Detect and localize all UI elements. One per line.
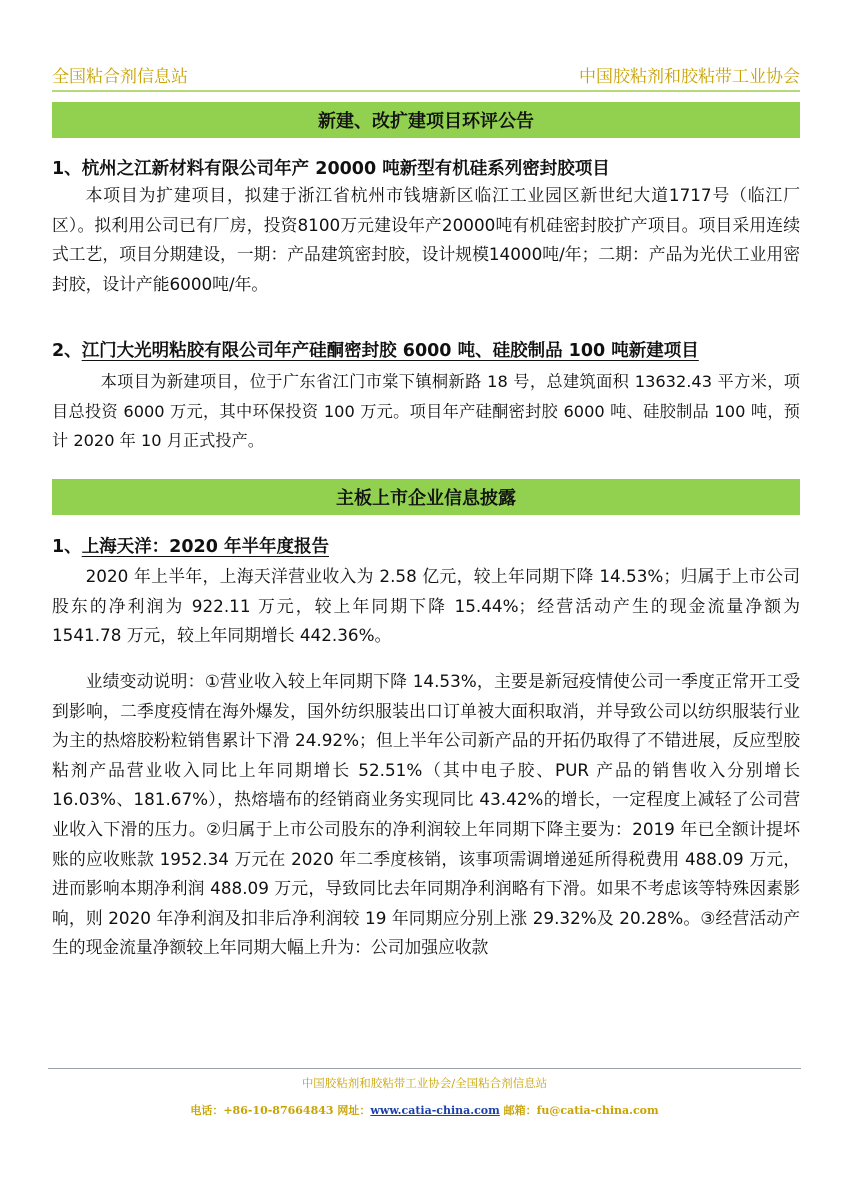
footer-contact	[0, 1102, 849, 1118]
item-number: 1、	[52, 537, 82, 557]
section-title: 主板上市企业信息披露	[336, 488, 516, 509]
section-title: 新建、改扩建项目环评公告	[318, 111, 534, 132]
footer-phone: 电话：+86-10-87664843 网址：	[190, 1104, 371, 1117]
item-title-hangzhou-zhijiang	[52, 155, 809, 180]
header-right-association-name: 中国胶粘剂和胶粘带工业协会	[579, 67, 800, 87]
footer-website-link[interactable]: www.catia-china.com	[370, 1104, 500, 1117]
footer-email-label: 邮箱：	[499, 1104, 537, 1117]
page-header	[52, 60, 800, 92]
footer-organization: 中国胶粘剂和胶粘带工业协会/全国粘合剂信息站	[301, 1076, 548, 1090]
item-title-text: 上海天洋：2020 年半年度报告	[81, 537, 329, 557]
header-left-site-name: 全国粘合剂信息站	[52, 67, 188, 87]
section-heading-listed-company-disclosure	[52, 479, 800, 515]
item-title-jiangmen-daguangming	[52, 337, 809, 362]
item-title-text: 江门大光明粘胶有限公司年产硅酮密封胶 6000 吨、硅胶制品 100 吨新建项目	[81, 341, 699, 361]
report-paragraph-summary: 2020 年上半年，上海天洋营业收入为 2.58 亿元，较上年同期下降 14.53%；归属于上市公司股东的净利润为 922.11 万元，较上年同期下降 15.44%；经营活动产生的现金流量净额为 1541.78 万元，较上年同期增长 442.36%。	[52, 566, 800, 646]
item-body-hangzhou-zhijiang: 本项目为扩建项目，拟建于浙江省杭州市钱塘新区临江工业园区新世纪大道1717号（临江厂区）。拟利用公司已有厂房，投资8100万元建设年产20000吨有机硅密封胶扩产项目。项目采用连续式工艺，项目分期建设，一期：产品建筑密封胶，设计规模14000吨/年；二期：产品为光伏工业用密封胶，设计产能6000吨/年。	[52, 185, 800, 294]
item-title-text: 杭州之江新材料有限公司年产 20000 吨新型有机硅系列密封胶项目	[81, 159, 610, 179]
footer-divider	[48, 1068, 801, 1069]
item-body-jiangmen-daguangming: 本项目为新建项目，位于广东省江门市棠下镇桐新路 18 号，总建筑面积 13632.43 平方米，项目总投资 6000 万元，其中环保投资 100 万元。项目年产硅酮密封胶 6000 吨、硅胶制品 100 吨，预计 2020 年 10 月正式投产。	[52, 372, 800, 451]
item-number: 1、	[52, 159, 82, 179]
report-paragraph-performance-explanation: 业绩变动说明：①营业收入较上年同期下降 14.53%，主要是新冠疫情使公司一季度正常开工受到影响，二季度疫情在海外爆发，国外纺织服装出口订单被大面积取消，并导致公司以纺织服装行业为主的热熔胶粉粒销售累计下滑 24.92%；但上半年公司新产品的开拓仍取得了不错进展，反应型胶粘剂产品营业收入同比上年同期增长 52.51%（其中电子胶、PUR 产品的销售收入分别增长 16.03%、181.67%），热熔墙布的经销商业务实现同比 43.42%的增长，一定程度上减轻了公司营业收入下滑的压力。②归属于上市公司股东的净利润较上年同期下降主要为：2019 年已全额计提坏账的应收账款 1952.34 万元在 2020 年二季度核销，该事项需调增递延所得税费用 488.09 万元，进而影响本期净利润 488.09 万元，导致同比去年同期净利润略有下滑。如果不考虑该等特殊因素影响，则 2020 年净利润及扣非后净利润较 19 年同期应分别上涨 29.32%及 20.28%。③经营活动产生的现金流量净额较上年同期大幅上升为：公司加强应收款	[52, 671, 800, 958]
item-title-shanghai-tianyang	[52, 533, 809, 558]
section-heading-eia-announcements	[52, 102, 800, 138]
footer-email[interactable]: fu@catia-china.com	[536, 1104, 659, 1117]
item-number: 2、	[52, 341, 82, 361]
